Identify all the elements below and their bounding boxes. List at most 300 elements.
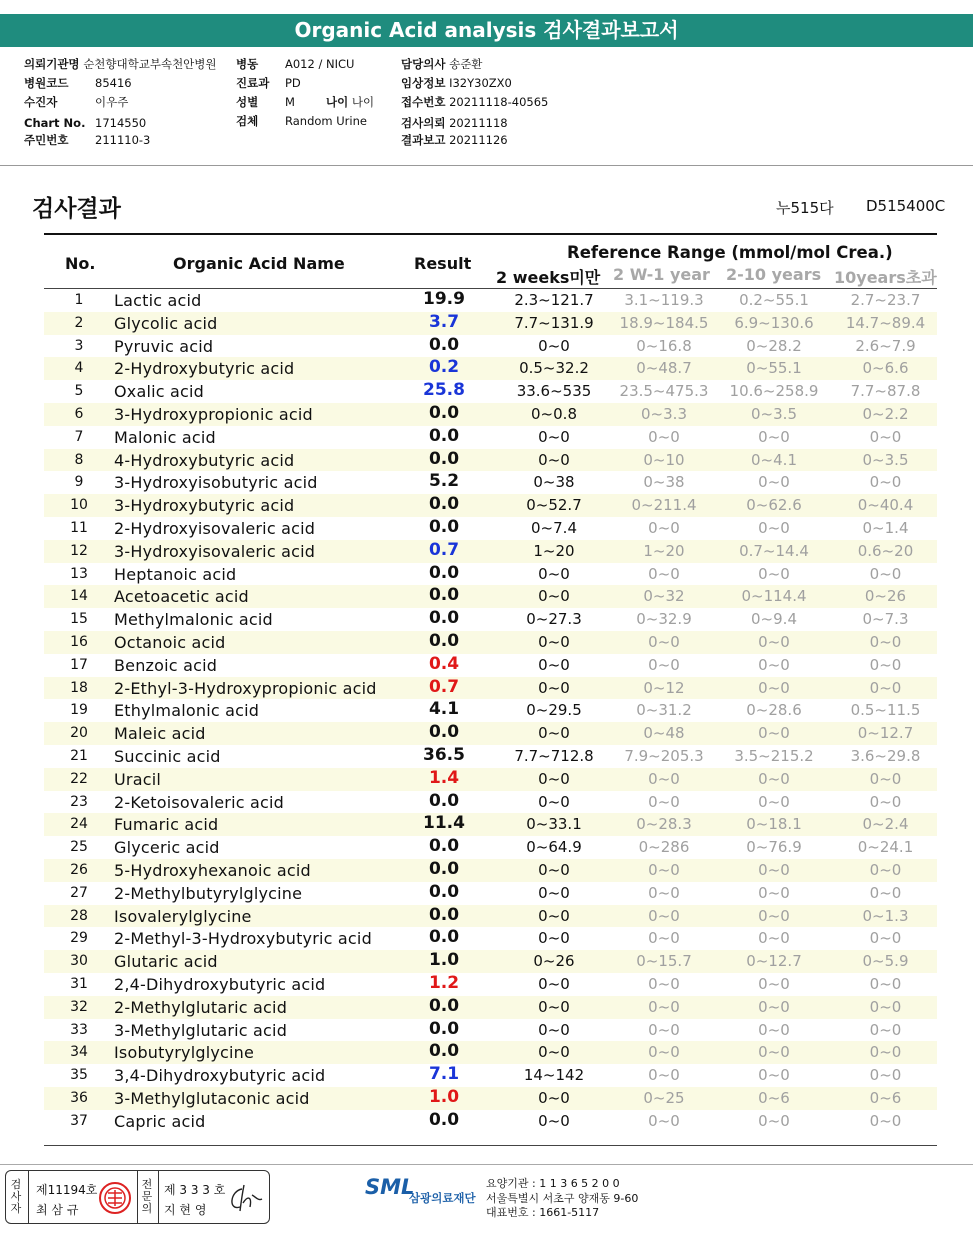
acid-name: Glyceric acid bbox=[114, 838, 220, 858]
result-value: 0.0 bbox=[428, 836, 460, 857]
range-2-10y: 0.7~14.4 bbox=[739, 541, 809, 560]
table-row bbox=[44, 859, 937, 882]
table-row bbox=[44, 494, 937, 517]
acid-name: Glycolic acid bbox=[114, 313, 218, 333]
range-over-10y: 0~0 bbox=[869, 473, 902, 492]
acid-name: Acetoacetic acid bbox=[114, 587, 249, 607]
range-over-10y: 0~7.3 bbox=[862, 610, 909, 629]
result-value: 36.5 bbox=[423, 744, 465, 765]
result-value: 0.0 bbox=[428, 1018, 460, 1039]
range-2-10y: 0~4.1 bbox=[751, 450, 797, 469]
row-no: 25 bbox=[70, 839, 88, 856]
result-value: 0.0 bbox=[428, 494, 460, 515]
sex-value: M bbox=[285, 95, 295, 109]
range-under-2-weeks: 0~0 bbox=[538, 564, 570, 583]
range-2-10y: 0~12.7 bbox=[746, 952, 802, 971]
test-code: D515400C bbox=[866, 197, 946, 215]
header-reference: Reference Range (mmol/mol Crea.) bbox=[567, 243, 893, 262]
row-no: 7 bbox=[74, 428, 84, 445]
acid-name: Glutaric acid bbox=[114, 952, 218, 972]
range-2-10y: 0~114.4 bbox=[741, 587, 807, 606]
range-2w-1y: 0~12 bbox=[643, 678, 685, 697]
receipt-no-label: 접수번호 bbox=[401, 95, 446, 109]
acid-name: 2-Hydroxyisovaleric acid bbox=[114, 518, 316, 538]
acid-name: Succinic acid bbox=[114, 746, 221, 766]
result-value: 3.7 bbox=[428, 311, 460, 332]
range-over-10y: 0~0 bbox=[869, 769, 902, 788]
range-over-10y: 0~24.1 bbox=[857, 838, 914, 857]
signer2-role: 전문의 bbox=[141, 1178, 153, 1215]
table-row bbox=[44, 517, 937, 540]
table-top-rule bbox=[44, 233, 937, 235]
range-2-10y: 0~0 bbox=[758, 974, 790, 993]
doctor-value: 송준환 bbox=[449, 57, 483, 71]
range-2-10y: 0~62.6 bbox=[746, 496, 802, 515]
age-label: 나이 bbox=[326, 95, 349, 109]
row-no: 6 bbox=[74, 405, 84, 422]
row-no: 37 bbox=[70, 1112, 88, 1129]
range-2w-1y: 0~0 bbox=[648, 769, 680, 788]
range-2-10y: 0~0 bbox=[758, 1043, 790, 1062]
acid-name: 3-Hydroxyisobutyric acid bbox=[114, 473, 318, 493]
row-no: 32 bbox=[70, 998, 88, 1015]
range-over-10y: 0~0 bbox=[869, 929, 902, 948]
examinee-label: 수진자 bbox=[24, 95, 58, 109]
header-result: Result bbox=[414, 254, 472, 273]
row-no: 22 bbox=[70, 770, 88, 787]
acid-name: 5-Hydroxyhexanoic acid bbox=[114, 860, 311, 880]
range-2w-1y: 1~20 bbox=[643, 541, 685, 560]
range-over-10y: 0~0 bbox=[869, 427, 902, 446]
range-2w-1y: 0~0 bbox=[648, 906, 680, 925]
range-2w-1y: 0~0 bbox=[648, 997, 680, 1016]
result-value: 0.0 bbox=[428, 516, 460, 537]
range-2-10y: 0~0 bbox=[758, 724, 790, 743]
range-under-2-weeks: 0~26 bbox=[533, 952, 575, 971]
range-over-10y: 0~40.4 bbox=[857, 496, 914, 515]
range-under-2-weeks: 0~29.5 bbox=[526, 701, 582, 720]
range-2w-1y: 0~0 bbox=[648, 427, 680, 446]
range-under-2-weeks: 0~52.7 bbox=[526, 496, 582, 515]
table-row bbox=[44, 996, 937, 1019]
row-no: 13 bbox=[70, 565, 88, 582]
row-no: 28 bbox=[70, 907, 88, 924]
acid-name: Uracil bbox=[114, 769, 161, 789]
row-no: 14 bbox=[70, 588, 88, 605]
chart-no-label: Chart No. bbox=[24, 116, 86, 130]
lab-phone: 대표번호 : 1661-5117 bbox=[486, 1206, 600, 1219]
table-row bbox=[44, 380, 937, 403]
result-value: 0.0 bbox=[428, 425, 460, 446]
signer2-name: 지 현 영 bbox=[164, 1203, 207, 1217]
range-over-10y: 2.7~23.7 bbox=[850, 291, 921, 309]
row-no: 18 bbox=[70, 679, 88, 696]
range-2w-1y: 0~10 bbox=[643, 450, 685, 469]
range-under-2-weeks: 0~0.8 bbox=[531, 404, 577, 423]
result-value: 5.2 bbox=[428, 471, 460, 492]
range-2w-1y: 3.1~119.3 bbox=[624, 291, 704, 309]
range-2w-1y: 0~0 bbox=[648, 1066, 680, 1085]
table-row bbox=[44, 950, 937, 973]
row-no: 31 bbox=[70, 975, 88, 992]
range-2-10y: 0~28.2 bbox=[746, 336, 802, 355]
range-over-10y: 0~12.7 bbox=[857, 724, 914, 743]
header-divider bbox=[0, 165, 973, 166]
table-row bbox=[44, 745, 937, 768]
table-row bbox=[44, 973, 937, 996]
range-2-10y: 0~3.5 bbox=[751, 404, 797, 423]
range-under-2-weeks: 0~0 bbox=[538, 792, 570, 811]
table-row bbox=[44, 631, 937, 654]
sex-label: 성별 bbox=[236, 95, 259, 109]
sml-logo: SML bbox=[365, 1175, 415, 1199]
seal-stamp bbox=[98, 1181, 132, 1215]
department-label: 진료과 bbox=[236, 76, 270, 90]
range-2-10y: 0~0 bbox=[758, 427, 790, 446]
table-row bbox=[44, 357, 937, 380]
table-row bbox=[44, 1041, 937, 1064]
range-under-2-weeks: 0~0 bbox=[538, 906, 570, 925]
lab-info bbox=[486, 1177, 638, 1221]
range-2w-1y: 0~0 bbox=[648, 1020, 680, 1039]
range-2w-1y: 0~32 bbox=[643, 587, 685, 606]
acid-name: 3-Hydroxypropionic acid bbox=[114, 404, 313, 424]
row-no: 35 bbox=[70, 1067, 88, 1084]
range-under-2-weeks: 0~0 bbox=[538, 1043, 570, 1062]
table-row bbox=[44, 927, 937, 950]
acid-name: Malonic acid bbox=[114, 427, 216, 447]
range-2-10y: 0~0 bbox=[758, 860, 790, 879]
row-no: 3 bbox=[74, 337, 84, 354]
signature-box bbox=[5, 1170, 270, 1224]
age-value: 나이 bbox=[351, 95, 375, 109]
range-under-2-weeks: 0~33.1 bbox=[526, 815, 582, 834]
table-row bbox=[44, 1110, 937, 1133]
result-value: 25.8 bbox=[423, 380, 465, 401]
table-row bbox=[44, 585, 937, 608]
table-row bbox=[44, 1064, 937, 1087]
range-2w-1y: 0~3.3 bbox=[641, 404, 687, 423]
range-under-2-weeks: 0~0 bbox=[538, 997, 570, 1016]
row-no: 11 bbox=[70, 519, 88, 536]
handwritten-signature bbox=[224, 1181, 264, 1215]
lab-code: 요양기관 : 1 1 3 6 5 2 0 0 bbox=[486, 1177, 620, 1190]
acid-name: 2-Ketoisovaleric acid bbox=[114, 792, 284, 812]
range-2-10y: 0~0 bbox=[758, 564, 790, 583]
acid-name: Isovalerylglycine bbox=[114, 906, 252, 926]
row-no: 27 bbox=[70, 884, 88, 901]
range-over-10y: 0~0 bbox=[869, 883, 902, 902]
result-value: 0.0 bbox=[428, 722, 460, 743]
range-2w-1y: 0~25 bbox=[643, 1088, 685, 1107]
acid-name: 3-Methylglutaconic acid bbox=[114, 1088, 310, 1108]
acid-name: 2-Methyl-3-Hydroxybutyric acid bbox=[114, 929, 372, 949]
acid-name: Isobutyrylglycine bbox=[114, 1043, 255, 1063]
table-row bbox=[44, 905, 937, 928]
receipt-no-value: 20211118-40565 bbox=[449, 95, 549, 109]
specimen-value: Random Urine bbox=[285, 114, 367, 128]
range-over-10y: 0.5~11.5 bbox=[850, 701, 921, 720]
result-value: 1.4 bbox=[428, 767, 460, 788]
acid-name: Oxalic acid bbox=[114, 382, 205, 402]
acid-name: Lactic acid bbox=[114, 291, 202, 310]
range-over-10y: 0~0 bbox=[869, 1043, 902, 1062]
row-no: 16 bbox=[70, 633, 88, 650]
range-over-10y: 0~0 bbox=[869, 974, 902, 993]
range-2w-1y: 0~0 bbox=[648, 632, 680, 651]
range-2-10y: 10.6~258.9 bbox=[729, 382, 819, 401]
range-over-10y: 0~0 bbox=[869, 860, 902, 879]
acid-name: 2-Methylglutaric acid bbox=[114, 997, 288, 1017]
insurance-code: 누515다 bbox=[776, 199, 834, 217]
request-date-label: 검사의뢰 bbox=[401, 116, 446, 130]
range-2-10y: 0~55.1 bbox=[746, 359, 802, 378]
range-under-2-weeks: 0~0 bbox=[538, 587, 570, 606]
report-date-label: 결과보고 bbox=[401, 133, 446, 147]
report-date-value: 20211126 bbox=[449, 133, 508, 147]
report-title: Organic Acid analysis 검사결과보고서 bbox=[0, 14, 973, 47]
range-2w-1y: 0~0 bbox=[648, 792, 680, 811]
table-row bbox=[44, 312, 937, 335]
range-2w-1y: 0~0 bbox=[648, 564, 680, 583]
result-value: 0.0 bbox=[428, 448, 460, 469]
range-2w-1y: 0~211.4 bbox=[631, 496, 697, 515]
row-no: 23 bbox=[70, 793, 88, 810]
results-table-body bbox=[44, 289, 937, 1132]
range-under-2-weeks: 0.5~32.2 bbox=[519, 359, 589, 378]
range-2-10y: 0~0 bbox=[758, 678, 790, 697]
row-no: 8 bbox=[74, 451, 84, 468]
footer-divider bbox=[0, 1164, 973, 1165]
range-over-10y: 0~0 bbox=[869, 1111, 902, 1130]
range-2-10y: 0~0 bbox=[758, 929, 790, 948]
range-under-2-weeks: 0~27.3 bbox=[526, 610, 582, 629]
row-no: 9 bbox=[74, 474, 84, 491]
header-range-3: 2-10 years bbox=[726, 265, 822, 284]
row-no: 24 bbox=[70, 816, 88, 833]
result-value: 0.0 bbox=[428, 334, 460, 355]
table-bottom-rule bbox=[44, 1145, 937, 1146]
header-name: Organic Acid Name bbox=[173, 254, 345, 273]
acid-name: 3-Hydroxybutyric acid bbox=[114, 496, 295, 516]
range-under-2-weeks: 0~64.9 bbox=[526, 838, 582, 857]
acid-name: Capric acid bbox=[114, 1111, 206, 1131]
chart-no-value: 1714550 bbox=[95, 116, 147, 130]
range-under-2-weeks: 1~20 bbox=[533, 541, 575, 560]
range-under-2-weeks: 0~38 bbox=[533, 473, 575, 492]
row-no: 17 bbox=[70, 656, 88, 673]
range-2w-1y: 0~38 bbox=[643, 473, 685, 492]
acid-name: Ethylmalonic acid bbox=[114, 701, 260, 721]
result-value: 1.0 bbox=[428, 1086, 460, 1107]
section-title: 검사결과 bbox=[32, 196, 121, 222]
table-row bbox=[44, 540, 937, 563]
acid-name: 3-Hydroxyisovaleric acid bbox=[114, 541, 316, 561]
range-2-10y: 0~0 bbox=[758, 1066, 790, 1085]
acid-name: Heptanoic acid bbox=[114, 564, 237, 584]
result-value: 19.9 bbox=[423, 289, 465, 309]
range-2-10y: 0~18.1 bbox=[746, 815, 802, 834]
table-row bbox=[44, 813, 937, 836]
range-under-2-weeks: 2.3~121.7 bbox=[514, 291, 594, 309]
range-2-10y: 6.9~130.6 bbox=[734, 313, 814, 332]
result-value: 0.0 bbox=[428, 927, 460, 948]
clinical-info-label: 임상정보 bbox=[401, 76, 446, 90]
acid-name: 2-Methylbutyrylglycine bbox=[114, 883, 303, 903]
range-2-10y: 0~0 bbox=[758, 883, 790, 902]
table-row bbox=[44, 836, 937, 859]
table-row bbox=[44, 1087, 937, 1110]
row-no: 33 bbox=[70, 1021, 88, 1038]
range-2-10y: 0~28.6 bbox=[746, 701, 802, 720]
range-under-2-weeks: 0~0 bbox=[538, 769, 570, 788]
acid-name: Fumaric acid bbox=[114, 815, 219, 835]
hospital-code-label: 병원코드 bbox=[24, 76, 69, 90]
range-under-2-weeks: 0~0 bbox=[538, 655, 570, 674]
examinee-value: 이우주 bbox=[95, 95, 129, 109]
ward-label: 병동 bbox=[236, 57, 259, 71]
range-2w-1y: 0~0 bbox=[648, 929, 680, 948]
range-under-2-weeks: 0~0 bbox=[538, 974, 570, 993]
range-over-10y: 3.6~29.8 bbox=[850, 746, 921, 765]
institution-label: 의뢰기관명 bbox=[24, 57, 80, 71]
range-2w-1y: 0~48 bbox=[643, 724, 685, 743]
table-row bbox=[44, 449, 937, 472]
range-over-10y: 7.7~87.8 bbox=[850, 382, 921, 401]
range-2-10y: 0~0 bbox=[758, 997, 790, 1016]
range-2w-1y: 0~48.7 bbox=[636, 359, 692, 378]
signer1-name: 최 삼 규 bbox=[36, 1203, 79, 1217]
range-2-10y: 3.5~215.2 bbox=[734, 746, 814, 765]
table-row bbox=[44, 426, 937, 449]
result-value: 0.0 bbox=[428, 1041, 460, 1062]
table-row bbox=[44, 722, 937, 745]
range-under-2-weeks: 0~0 bbox=[538, 1020, 570, 1039]
range-under-2-weeks: 0~0 bbox=[538, 1111, 570, 1130]
header-range-2: 2 W-1 year bbox=[613, 265, 710, 284]
table-row bbox=[44, 654, 937, 677]
range-2-10y: 0~0 bbox=[758, 769, 790, 788]
range-over-10y: 0~0 bbox=[869, 678, 902, 697]
range-over-10y: 14.7~89.4 bbox=[845, 313, 926, 332]
range-under-2-weeks: 14~142 bbox=[523, 1066, 585, 1085]
result-value: 0.0 bbox=[428, 630, 460, 651]
result-value: 1.2 bbox=[428, 972, 460, 993]
table-row bbox=[44, 699, 937, 722]
department-value: PD bbox=[285, 76, 301, 90]
range-over-10y: 0~0 bbox=[869, 1066, 902, 1085]
range-over-10y: 0~2.4 bbox=[862, 815, 909, 834]
header-range-1: 2 weeks미만 bbox=[496, 268, 601, 287]
range-2w-1y: 18.9~184.5 bbox=[619, 313, 709, 332]
row-no: 29 bbox=[70, 930, 88, 947]
result-value: 0.0 bbox=[428, 881, 460, 902]
acid-name: Pyruvic acid bbox=[114, 336, 214, 356]
range-2w-1y: 0~0 bbox=[648, 518, 680, 537]
table-row bbox=[44, 882, 937, 905]
row-no: 21 bbox=[70, 747, 88, 764]
range-2w-1y: 0~0 bbox=[648, 655, 680, 674]
row-no: 26 bbox=[70, 861, 88, 878]
range-under-2-weeks: 0~7.4 bbox=[531, 518, 577, 537]
row-no: 15 bbox=[70, 611, 88, 628]
range-2-10y: 0~0 bbox=[758, 1111, 790, 1130]
header-range-4: 10years초과 bbox=[834, 268, 937, 287]
range-over-10y: 0~0 bbox=[869, 655, 902, 674]
header-no: No. bbox=[65, 254, 96, 273]
foundation-name: 삼광의료재단 bbox=[409, 1191, 476, 1205]
row-no: 19 bbox=[70, 702, 88, 719]
range-over-10y: 0~2.2 bbox=[862, 404, 909, 423]
range-over-10y: 0~0 bbox=[869, 1020, 902, 1039]
acid-name: 2-Ethyl-3-Hydroxypropionic acid bbox=[114, 678, 377, 698]
range-under-2-weeks: 0~0 bbox=[538, 883, 570, 902]
range-2-10y: 0.2~55.1 bbox=[739, 291, 809, 309]
range-over-10y: 0~0 bbox=[869, 564, 902, 583]
resident-no-label: 주민번호 bbox=[24, 133, 69, 147]
range-under-2-weeks: 0~0 bbox=[538, 336, 570, 355]
table-row bbox=[44, 335, 937, 358]
row-no: 36 bbox=[70, 1089, 88, 1106]
result-value: 0.0 bbox=[428, 904, 460, 925]
result-value: 0.0 bbox=[428, 1109, 460, 1130]
result-value: 1.0 bbox=[428, 950, 460, 971]
range-2-10y: 0~0 bbox=[758, 792, 790, 811]
range-over-10y: 0~5.9 bbox=[862, 952, 909, 971]
result-value: 11.4 bbox=[423, 813, 465, 834]
range-over-10y: 0~3.5 bbox=[862, 450, 909, 469]
result-value: 0.0 bbox=[428, 858, 460, 879]
range-over-10y: 0~1.4 bbox=[862, 518, 909, 537]
clinical-info-value: I32Y30ZX0 bbox=[449, 76, 512, 90]
acid-name: Maleic acid bbox=[114, 724, 206, 744]
result-value: 0.0 bbox=[428, 995, 460, 1016]
range-2w-1y: 0~15.7 bbox=[636, 952, 692, 971]
range-over-10y: 0~0 bbox=[869, 997, 902, 1016]
result-value: 0.0 bbox=[428, 562, 460, 583]
acid-name: 3-Methylglutaric acid bbox=[114, 1020, 288, 1040]
table-row bbox=[44, 768, 937, 791]
range-2w-1y: 0~0 bbox=[648, 860, 680, 879]
lab-address: 서울특별시 서초구 양재동 9-60 bbox=[486, 1191, 639, 1205]
row-no: 30 bbox=[70, 953, 88, 970]
range-2w-1y: 0~0 bbox=[648, 1043, 680, 1062]
result-value: 0.7 bbox=[428, 539, 460, 560]
range-2w-1y: 0~0 bbox=[648, 974, 680, 993]
range-over-10y: 0~0 bbox=[869, 632, 902, 651]
signer2-license: 제 3 3 3 호 bbox=[164, 1183, 226, 1197]
doctor-label: 담당의사 bbox=[401, 57, 446, 71]
range-2w-1y: 0~0 bbox=[648, 1111, 680, 1130]
hospital-code-value: 85416 bbox=[95, 76, 132, 90]
range-2w-1y: 0~0 bbox=[648, 883, 680, 902]
acid-name: Benzoic acid bbox=[114, 655, 218, 675]
row-no: 20 bbox=[70, 725, 88, 742]
range-2w-1y: 0~28.3 bbox=[636, 815, 692, 834]
row-no: 4 bbox=[74, 360, 84, 377]
table-row bbox=[44, 677, 937, 700]
range-2-10y: 0~76.9 bbox=[746, 838, 802, 857]
range-2w-1y: 23.5~475.3 bbox=[619, 382, 709, 401]
result-value: 0.0 bbox=[428, 585, 460, 606]
row-no: 12 bbox=[70, 542, 88, 559]
acid-name: Octanoic acid bbox=[114, 632, 226, 652]
row-no: 5 bbox=[74, 383, 84, 400]
range-over-10y: 0~26 bbox=[864, 587, 907, 606]
range-2-10y: 0~6 bbox=[758, 1088, 790, 1107]
range-2-10y: 0~9.4 bbox=[751, 610, 797, 629]
request-date-value: 20211118 bbox=[449, 116, 508, 130]
